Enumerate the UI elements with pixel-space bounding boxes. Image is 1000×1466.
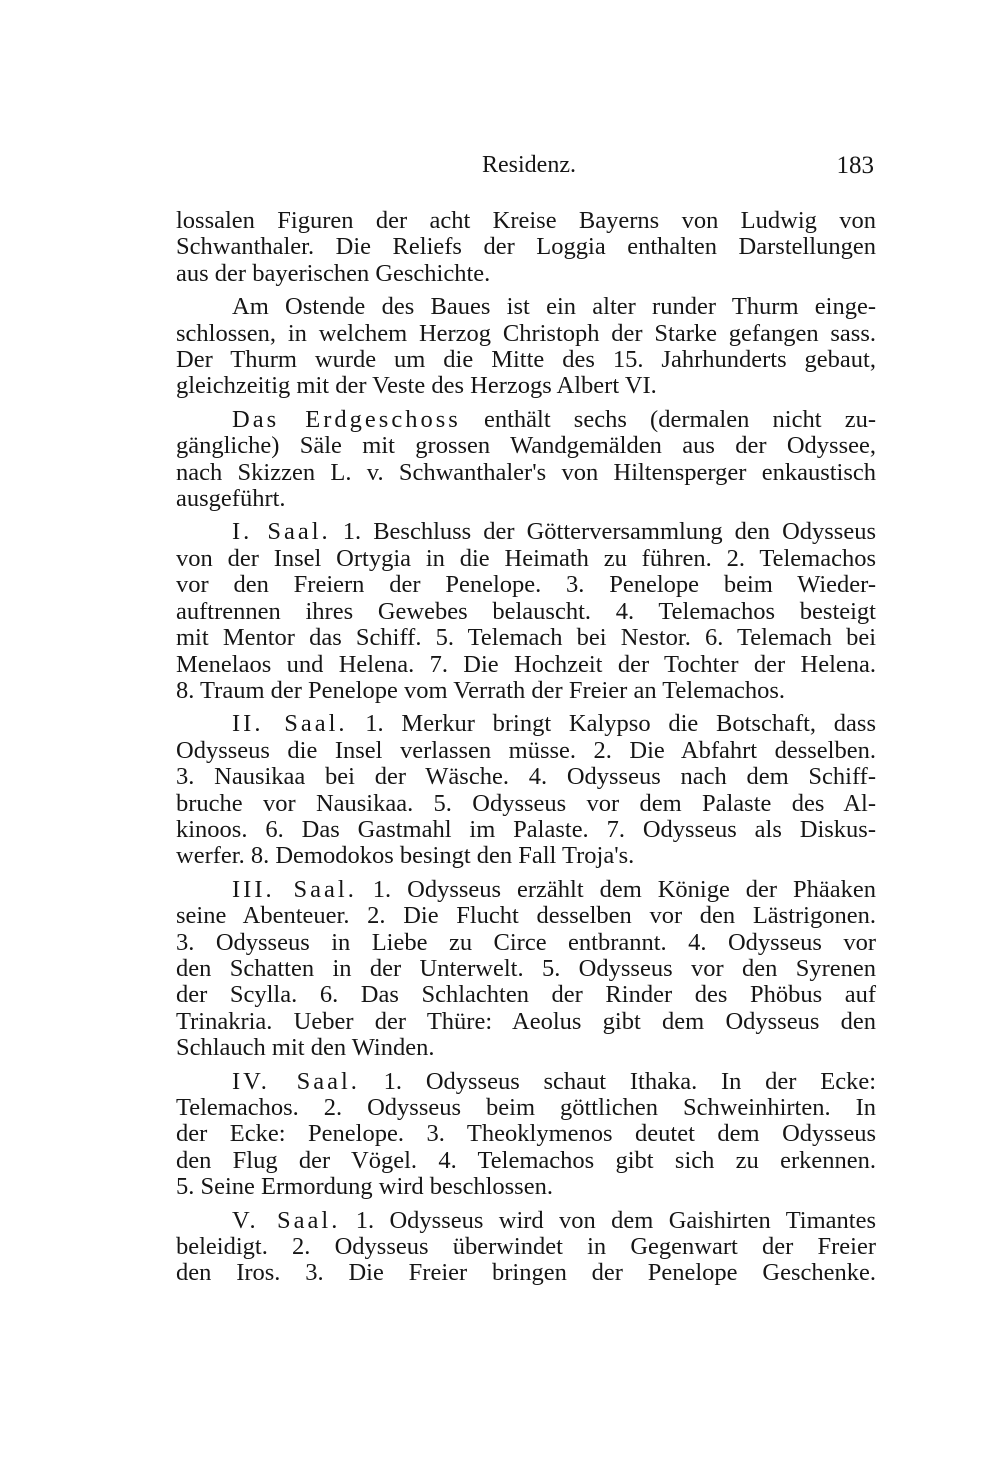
text-line: seine Abenteuer. 2. Die Flucht desselben vor den Lästrigonen. (176, 902, 876, 930)
text-line: gleichzeitig mit der Veste des Herzogs Albert VI. (176, 372, 657, 400)
text-line: Telemachos. 2. Odysseus beim göttlichen Schweinhirten. In (176, 1094, 876, 1121)
text-line: Der Thurm wurde um die Mitte des 15. Jahrhunderts gebaut, (176, 346, 876, 374)
text-line: lossalen Figuren der acht Kreise Bayerns von Ludwig von (176, 207, 876, 234)
text-line-rest: 1. Odysseus wird von dem Gaishirten Timantes (340, 1206, 876, 1234)
text-line: der Scylla. 6. Das Schlachten der Rinder des Phöbus auf (176, 981, 876, 1009)
text-line: 8. Traum der Penelope vom Verrath der Freier an Telemachos. (176, 676, 786, 704)
text-line: Menelaos und Helena. 7. Die Hochzeit der Tochter der Helena. (176, 650, 876, 678)
text-line: werfer. 8. Demodokos besingt den Fall Troja's. (176, 842, 635, 870)
text-line: der Ecke: Penelope. 3. Theoklymenos deutet dem Odysseus (176, 1120, 876, 1148)
text-line: von der Insel Ortygia in die Heimath zu führen. 2. Telemachos (176, 544, 876, 572)
text-line: den Flug der Vögel. 4. Telemachos gibt sich zu erkennen. (176, 1146, 876, 1174)
paragraph-saal-2 (176, 711, 876, 869)
text-line: bruche vor Nausikaa. 5. Odysseus vor dem Palaste des Al- (176, 789, 876, 817)
text-line-rest: 1. Beschluss der Götterversammlung den Odysseus (330, 518, 877, 546)
running-head (176, 150, 876, 184)
text-line: aus der bayerischen Geschichte. (176, 259, 491, 287)
text-line: Am Ostende des Baues ist ein alter runder Thurm einge- (232, 293, 876, 321)
text-line: vor den Freiern der Penelope. 3. Penelope beim Wieder- (176, 571, 876, 599)
text-line (176, 519, 876, 545)
text-line: den Schatten in der Unterwelt. 5. Odysseus vor den Syrenen (176, 954, 876, 982)
text-line: Schlauch mit den Winden. (176, 1034, 435, 1062)
text-line (176, 1208, 876, 1234)
text-line-rest: enthält sechs (dermalen nicht zu- (460, 405, 877, 433)
text-line-rest: 1. Odysseus schaut Ithaka. In der Ecke: (359, 1067, 877, 1095)
text-line: ausgeführt. (176, 485, 286, 513)
text-line: Schwanthaler. Die Reliefs der Loggia enthalten Darstellungen (176, 233, 876, 261)
page-number: 183 (836, 152, 874, 179)
text-line (176, 711, 876, 737)
paragraph-continuation (176, 208, 876, 287)
text-line: Trinakria. Ueber der Thüre: Aeolus gibt dem Odysseus den (176, 1007, 876, 1035)
text-line: 5. Seine Ermordung wird beschlossen. (176, 1173, 553, 1201)
text-line: kinoos. 6. Das Gastmahl im Palaste. 7. Odysseus als Diskus- (176, 815, 876, 843)
paragraph-saal-1 (176, 519, 876, 704)
paragraph-saal-3 (176, 877, 876, 1062)
text-line: gängliche) Säle mit grossen Wandgemälden aus der Odyssee, (176, 432, 876, 460)
saal-heading: II. Saal. (232, 710, 348, 738)
saal-heading: IV. Saal. (232, 1067, 360, 1095)
body-text (176, 208, 876, 1287)
running-head-title: Residenz. (482, 152, 576, 178)
text-line (176, 407, 876, 433)
text-line (176, 877, 876, 903)
text-line: 3. Odysseus in Liebe zu Circe entbrannt. 4. Odysseus vor (176, 928, 876, 956)
text-line-rest: 1. Merkur bringt Kalypso die Botschaft, dass (347, 710, 876, 738)
text-line (176, 1069, 876, 1095)
saal-heading: V. Saal. (232, 1206, 341, 1234)
text-line: 3. Nausikaa bei der Wäsche. 4. Odysseus nach dem Schiff- (176, 763, 876, 791)
book-page (176, 150, 876, 1294)
paragraph-saal-5 (176, 1208, 876, 1287)
paragraph-erdgeschoss (176, 407, 876, 513)
paragraph-saal-4 (176, 1069, 876, 1201)
paragraph-thurm (176, 294, 876, 400)
saal-heading: III. Saal. (232, 875, 357, 903)
text-line: mit Mentor das Schiff. 5. Telemach bei Nestor. 6. Telemach bei (176, 624, 876, 652)
text-line: auftrennen ihres Gewebes belauscht. 4. Telemachos besteigt (176, 597, 876, 625)
text-line: Odysseus die Insel verlassen müsse. 2. Die Abfahrt desselben. (176, 736, 876, 764)
text-line: den Iros. 3. Die Freier bringen der Penelope Geschenke. (176, 1259, 876, 1287)
text-line: beleidigt. 2. Odysseus überwindet in Gegenwart der Freier (176, 1233, 876, 1261)
saal-heading: I. Saal. (232, 518, 331, 546)
text-line: nach Skizzen L. v. Schwanthaler's von Hiltensperger enkaustisch (176, 458, 876, 486)
text-line-rest: 1. Odysseus erzählt dem Könige der Phäaken (356, 875, 876, 903)
spaced-lead: Das Erdgeschoss (232, 405, 461, 433)
text-line: schlossen, in welchem Herzog Christoph der Starke gefangen sass. (176, 319, 876, 347)
